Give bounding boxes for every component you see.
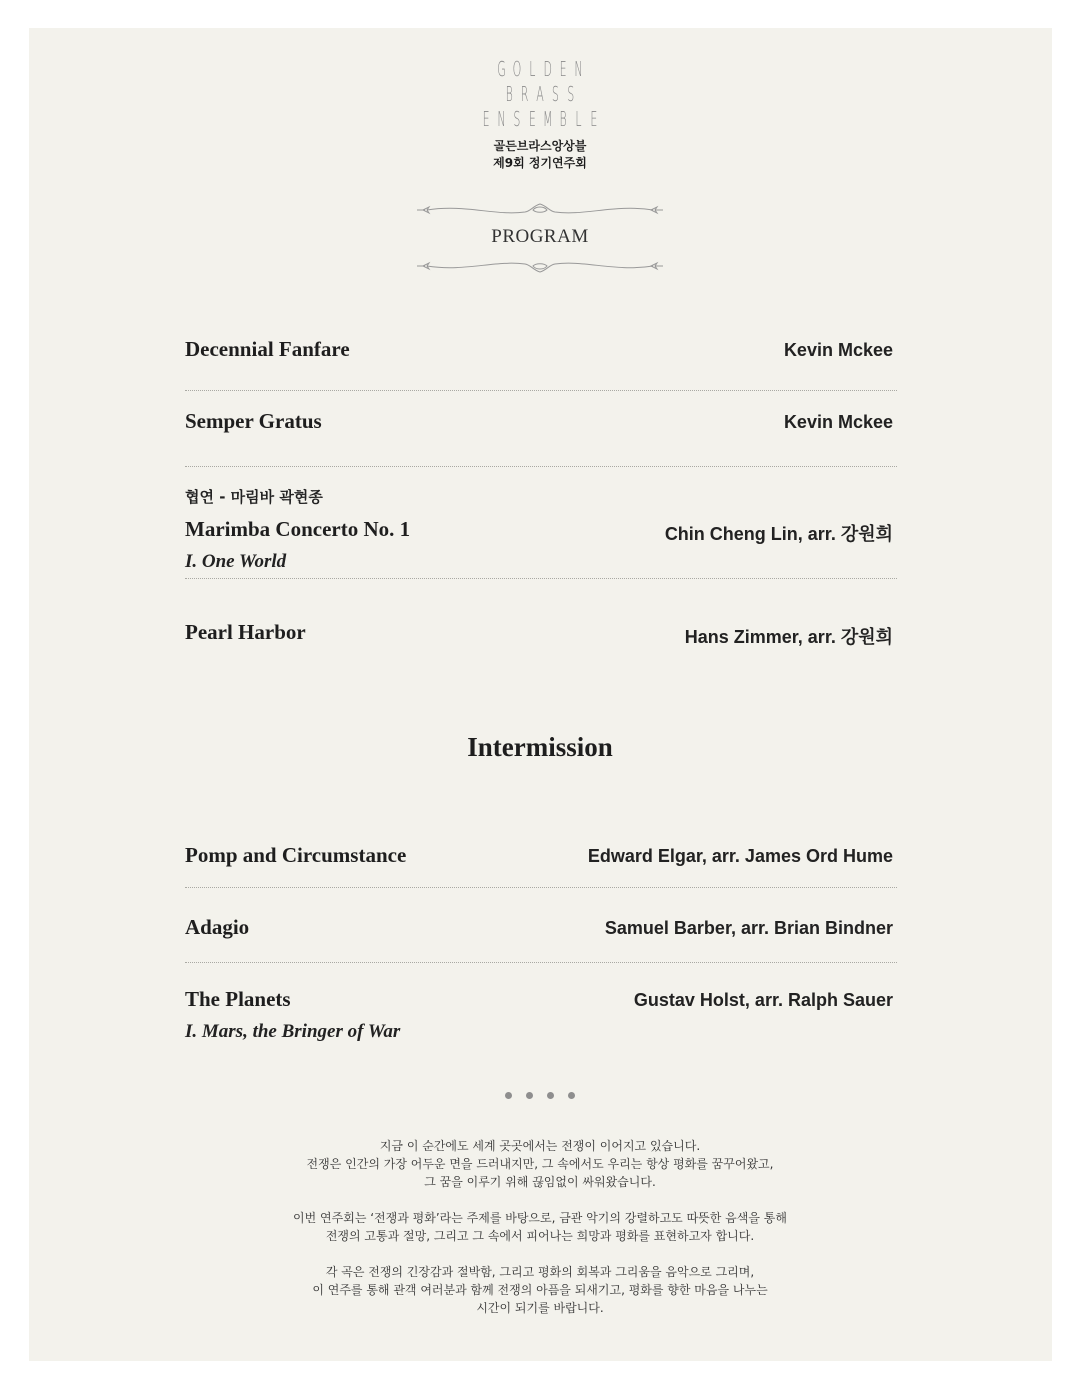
- piece-title: Marimba Concerto No. 1: [185, 517, 411, 541]
- divider: [185, 578, 897, 579]
- piece-title: Semper Gratus: [185, 409, 322, 433]
- program-note-paragraph: 지금 이 순간에도 세계 곳곳에서는 전쟁이 이어지고 있습니다. 전쟁은 인간의 가장 어두운 면을 드러내지만, 그 속에서도 우리는 항상 평화를 꿈꾸어왔고, 그 꿈을 이루기 위해 끊임없이 싸워왔습니다.: [306, 1139, 774, 1189]
- piece-title: Pearl Harbor: [185, 620, 306, 644]
- divider: [185, 962, 897, 963]
- featured-soloist: 협연 - 마림바 곽현종: [185, 488, 323, 506]
- piece-movement: I. Mars, the Bringer of War: [185, 1021, 401, 1042]
- concert-title-ko: 제9회 정기연주회: [493, 156, 587, 170]
- ornament-top-icon: [415, 200, 665, 220]
- divider: [185, 466, 897, 467]
- piece-composer: Kevin Mckee: [783, 412, 893, 432]
- piece-title: Adagio: [185, 915, 250, 939]
- piece-title: The Planets: [185, 987, 291, 1011]
- piece-composer: Chin Cheng Lin, arr. 강원희: [664, 524, 893, 544]
- piece-title: Pomp and Circumstance: [185, 843, 407, 867]
- divider: [185, 390, 897, 391]
- piece-composer: Hans Zimmer, arr. 강원희: [684, 627, 893, 647]
- piece-composer: Samuel Barber, arr. Brian Bindner: [604, 918, 893, 938]
- logo-line-brass: B R A S S: [505, 82, 575, 106]
- intermission-heading: Intermission: [467, 732, 613, 762]
- divider: [185, 887, 897, 888]
- piece-movement: I. One World: [185, 551, 287, 572]
- dots-separator: [0, 1084, 1080, 1103]
- ornament-bottom-icon: [415, 256, 665, 276]
- piece-composer: Edward Elgar, arr. James Ord Hume: [587, 846, 893, 866]
- piece-composer: Gustav Holst, arr. Ralph Sauer: [633, 990, 893, 1010]
- ensemble-name-ko: 골든브라스앙상블: [493, 139, 587, 153]
- piece-title: Decennial Fanfare: [185, 337, 350, 361]
- program-note-paragraph: 이번 연주회는 ‘전쟁과 평화’라는 주제를 바탕으로, 금관 악기의 강렬하고도 따뜻한 음색을 통해 전쟁의 고통과 절망, 그리고 그 속에서 피어나는 희망과 평화를 표현하고자 합니다.: [293, 1211, 787, 1243]
- piece-composer: Kevin Mckee: [783, 340, 893, 360]
- program-heading: PROGRAM: [491, 226, 589, 247]
- program-note-paragraph: 각 곡은 전쟁의 긴장감과 절박함, 그리고 평화의 회복과 그리움을 음악으로 그리며, 이 연주를 통해 관객 여러분과 함께 전쟁의 아픔을 되새기고, 평화를 향한 마음을 나누는 시간이 되기를 바랍니다.: [312, 1265, 768, 1315]
- logo-line-golden: G O L D E N: [497, 57, 583, 81]
- logo-line-ensemble: E N S E M B L E: [482, 107, 598, 131]
